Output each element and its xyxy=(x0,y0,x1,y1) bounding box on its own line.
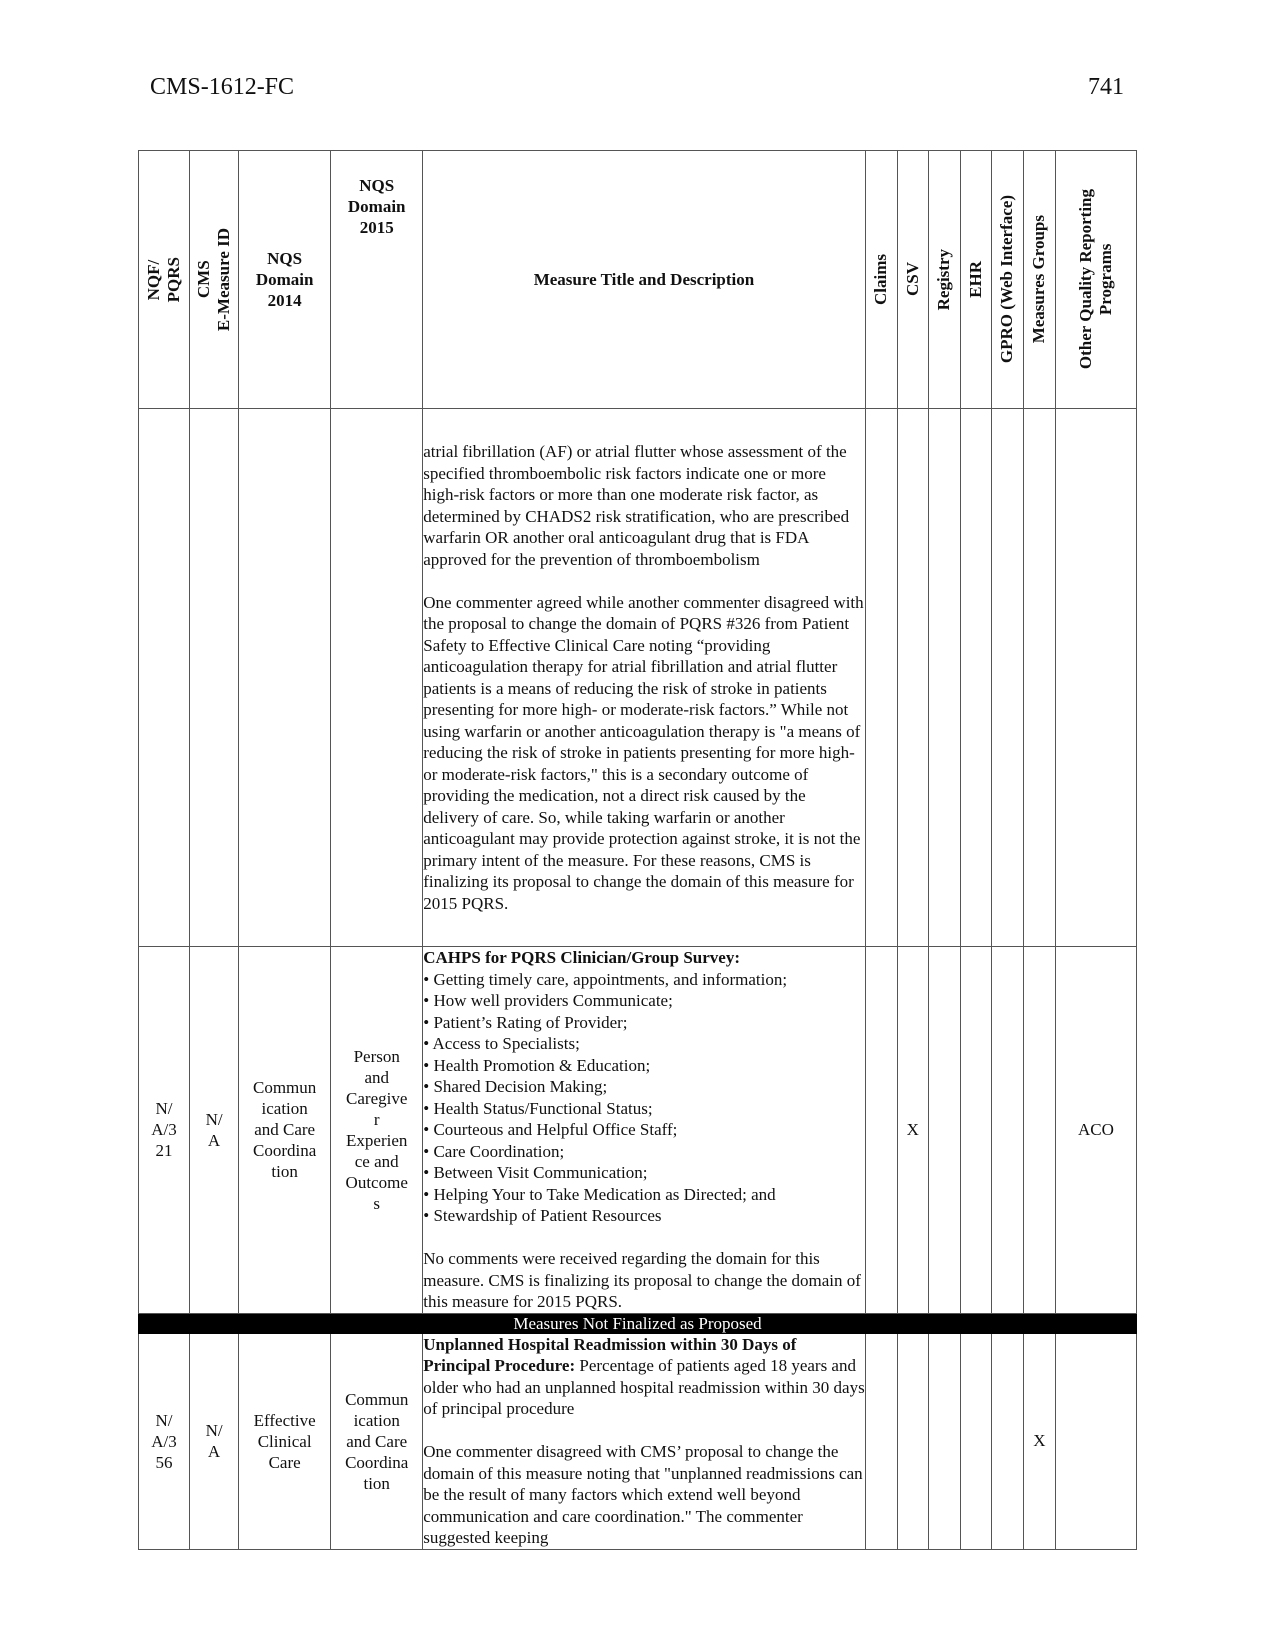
measure-description: Unplanned Hospital Readmission within 30 Days of Principal Procedure: Percentage of patients aged 18 years and older who had an unplanned hospital readmission within 30 days of principal procedure One commenter disagreed with CMS’ proposal to change the domain of this measure noting that "unplanned readmissions can be the result of many factors which extend well beyond communication and care coordination." The commenter suggested keeping xyxy=(423,1334,865,1547)
list-item: • Stewardship of Patient Resources xyxy=(423,1206,662,1225)
measure-title: CAHPS for PQRS Clinician/Group Survey: xyxy=(423,948,740,967)
list-item: • Access to Specialists; xyxy=(423,1034,580,1053)
cms-id-cell: N/ A xyxy=(190,947,239,1314)
header-other-programs: Other Quality Reporting Programs xyxy=(1055,151,1136,409)
measure-description: atrial fibrillation (AF) or atrial flutter whose assessment of the specified thromboembolic risk factors indicate one or more high-risk factors or more than one moderate risk factor, as determined by CHADS2 risk stratification, who are prescribed warfarin OR another oral anticoagulant drug that is FDA approved for the prevention of thromboembolism One commenter agreed while another commenter disagreed with the proposal to change the domain of PQRS #326 from Patient Safety to Effective Clinical Care noting “providing anticoagulation therapy for atrial fibrillation and atrial flutter patients is a means of reducing the risk of stroke in patients presenting for more high- or moderate-risk factors.” While not using warfarin or another anticoagulation therapy is "a means of reducing the risk of stroke in patients presenting for more high- or moderate-risk factors," this is a secondary outcome of providing the medication, not a direct risk caused by the delivery of care. So, while taking warfarin or another anticoagulant may provide protection against stroke, it is not the primary intent of the measure. For these reasons, CMS is finalizing its proposal to change the domain of this measure for 2015 PQRS. xyxy=(423,409,865,947)
table-row xyxy=(139,947,1137,1314)
list-item: • Getting timely care, appointments, and information; xyxy=(423,969,788,989)
header-registry: Registry xyxy=(928,151,960,409)
table-row xyxy=(139,409,1137,947)
list-item: • How well providers Communicate; xyxy=(423,991,673,1010)
banner-label: Measures Not Finalized as Proposed xyxy=(139,1313,1137,1333)
table-row xyxy=(139,1333,1137,1549)
nqs-2015-cell: Commun ication and Care Coordina tion xyxy=(331,1333,423,1549)
list-item: • Health Promotion & Education; xyxy=(423,1055,651,1075)
nqs-2015-cell: Person and Caregive r Experien ce and Outcome s xyxy=(331,947,423,1314)
measures-table xyxy=(138,150,1137,1550)
table-header-row xyxy=(139,151,1137,409)
other-programs-cell: ACO xyxy=(1055,947,1136,1314)
cms-id-cell: N/ A xyxy=(190,1333,239,1549)
nqs-2014-cell: Commun ication and Care Coordina tion xyxy=(239,947,331,1314)
list-item: • Health Status/Functional Status; xyxy=(423,1098,653,1118)
nqf-pqrs-cell: N/ A/3 21 xyxy=(139,947,190,1314)
nqf-pqrs-cell: N/ A/3 56 xyxy=(139,1333,190,1549)
section-banner xyxy=(139,1313,1137,1333)
header-nqs-domain-2015: NQS Domain 2015 xyxy=(331,151,423,409)
nqs-2014-cell: Effective Clinical Care xyxy=(239,1333,331,1549)
survey-item-list xyxy=(423,969,864,1227)
list-item: • Care Coordination; xyxy=(423,1141,565,1161)
measure-title: Unplanned Hospital Readmission within 30 Days of Principal Procedure: xyxy=(423,1334,797,1375)
measure-description: CAHPS for PQRS Clinician/Group Survey: • Getting timely care, appointments, and information; • How well providers Communicate; • Patient’s Rating of Provider; • Access to Specialists; • Health Promotion & Education; • Shared Decision Making; • Health Status/Functional Status; • Courteous and Helpful Office Staff; • Care Coordination; • Between Visit Communication; • Helping Your to Take Medication as Directed; and • Stewardship of Patient Resources No comments were received regarding the domain for this measure. CMS is finalizing its proposal to change the domain of this measure for 2015 PQRS. xyxy=(423,947,865,1314)
header-nqs-domain-2014: NQS Domain 2014 xyxy=(239,151,331,409)
page-number: 741 xyxy=(1088,74,1124,100)
list-item: • Courteous and Helpful Office Staff; xyxy=(423,1120,678,1139)
list-item: • Patient’s Rating of Provider; xyxy=(423,1012,628,1032)
header-gpro: GPRO (Web Interface) xyxy=(991,151,1023,409)
header-measures-groups: Measures Groups xyxy=(1023,151,1055,409)
header-nqf-pqrs: NQF/ PQRS xyxy=(139,151,190,409)
header-measure-title: Measure Title and Description xyxy=(423,151,865,409)
list-item: • Helping Your to Take Medication as Directed; and xyxy=(423,1184,776,1204)
header-ehr: EHR xyxy=(960,151,991,409)
list-item: • Between Visit Communication; xyxy=(423,1163,648,1182)
document-id: CMS-1612-FC xyxy=(150,74,295,100)
measures-groups-mark: X xyxy=(1023,1333,1055,1549)
header-cms-emeasure-id: CMS E-Measure ID xyxy=(190,151,239,409)
list-item: • Shared Decision Making; xyxy=(423,1077,608,1096)
header-claims: Claims xyxy=(865,151,897,409)
header-csv: CSV xyxy=(897,151,928,409)
csv-mark: X xyxy=(897,947,928,1314)
